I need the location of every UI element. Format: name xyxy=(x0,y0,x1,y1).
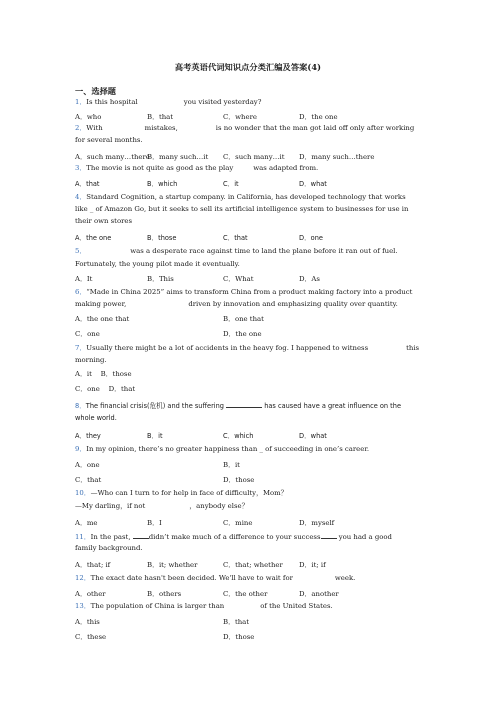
option-c[interactable]: C．it xyxy=(223,180,239,188)
question-number: 8． xyxy=(75,402,86,410)
question-1: 1．Is this hospital you visited yesterday? xyxy=(75,98,262,106)
question-10: 10．—Who can I turn to for help in face of difficulty，Mom？ xyxy=(75,489,288,497)
question-6-options-row1 xyxy=(75,313,435,322)
question-13: 13．The population of China is larger than of the United States. xyxy=(75,602,333,610)
answer-blank xyxy=(321,531,337,539)
option-a[interactable]: A．It xyxy=(75,275,93,283)
option-d[interactable]: D．myself xyxy=(299,519,335,527)
question-12: 12．The exact date hasn't been decided. We'll have to wait for week. xyxy=(75,574,356,582)
question-10-cont: —My darling，if not ，anybody else？ xyxy=(75,502,249,510)
option-b[interactable]: B．I xyxy=(147,519,162,527)
question-10-options xyxy=(75,517,435,526)
question-11: 11．In the past, didn’t make much of a difference to your success you had a good xyxy=(75,533,392,541)
option-d[interactable]: D．what xyxy=(299,432,327,440)
option-b[interactable]: B．others xyxy=(147,590,182,598)
question-4: 4．Standard Cognition, a startup company. in California, has developed technology that works xyxy=(75,193,406,201)
option-a[interactable]: A．who xyxy=(75,113,102,121)
question-5: 5． was a desperate race against time to land the plane before it ran out of fuel. xyxy=(75,247,398,255)
question-13-options-row2 xyxy=(75,631,435,640)
question-number: 3． xyxy=(75,164,87,172)
question-number: 1． xyxy=(75,98,87,106)
question-7-options-row2[interactable]: C．one D．that xyxy=(75,385,136,393)
option-a[interactable]: A．that; if xyxy=(75,561,111,569)
option-d[interactable]: D．those xyxy=(223,633,255,641)
question-number: 13． xyxy=(75,602,91,610)
question-9-options-row2 xyxy=(75,474,435,483)
question-number: 2． xyxy=(75,124,87,132)
option-d[interactable]: D．many such…there xyxy=(299,153,375,161)
question-3: 3．The movie is not quite as good as the play was adapted from. xyxy=(75,164,319,172)
question-3-options xyxy=(75,178,435,187)
question-number: 7． xyxy=(75,344,87,352)
question-5-options xyxy=(75,273,435,282)
option-d[interactable]: D．As xyxy=(299,275,320,283)
question-12-options xyxy=(75,588,435,597)
option-d[interactable]: D．it; if xyxy=(299,561,326,569)
question-number: 11． xyxy=(75,533,91,541)
question-2-options xyxy=(75,151,435,160)
question-5-cont: Fortunately, the young pilot made it eventually. xyxy=(75,260,240,268)
option-c[interactable]: C．mine xyxy=(223,519,253,527)
option-b[interactable]: B．many such…it xyxy=(147,153,209,161)
question-8-options xyxy=(75,430,435,439)
option-d[interactable]: D．one xyxy=(299,234,323,242)
option-c[interactable]: C．these xyxy=(75,633,107,641)
question-2-cont: for several months. xyxy=(75,136,143,144)
section-heading: 一、选择题 xyxy=(75,86,116,96)
question-6-options-row2 xyxy=(75,328,435,337)
question-7-options-row1[interactable]: A．it B．those xyxy=(75,370,132,378)
option-d[interactable]: D．another xyxy=(299,590,339,598)
option-d[interactable]: D．the one xyxy=(299,113,338,121)
question-1-options xyxy=(75,111,435,120)
question-11-cont: family background. xyxy=(75,544,143,552)
option-a[interactable]: A．other xyxy=(75,590,106,598)
option-b[interactable]: B．which xyxy=(147,180,178,188)
question-number: 4． xyxy=(75,193,87,201)
option-b[interactable]: B．one that xyxy=(223,315,264,323)
option-a[interactable]: A．this xyxy=(75,618,100,626)
option-a[interactable]: A．the one xyxy=(75,234,112,242)
option-d[interactable]: D．the one xyxy=(223,330,262,338)
question-4-options xyxy=(75,232,435,241)
option-b[interactable]: B．This xyxy=(147,275,174,283)
question-13-options-row1 xyxy=(75,616,435,625)
question-6-cont: making power, driven by innovation and emphasizing quality over quantity. xyxy=(75,300,398,308)
option-c[interactable]: C．such many…it xyxy=(223,153,285,161)
question-number: 6． xyxy=(75,288,87,296)
option-d[interactable]: D．those xyxy=(223,476,255,484)
question-4-cont: their own stores xyxy=(75,217,133,225)
option-d[interactable]: D．what xyxy=(299,180,327,188)
option-b[interactable]: B．it; whether xyxy=(147,561,198,569)
option-c[interactable]: C．that; whether xyxy=(223,561,283,569)
option-c[interactable]: C．that xyxy=(223,234,248,242)
answer-blank xyxy=(226,400,262,408)
question-7: 7．Usually there might be a lot of accidents in the heavy fog. I happened to witness this xyxy=(75,344,420,352)
option-c[interactable]: C．where xyxy=(223,113,257,121)
option-c[interactable]: C．one xyxy=(75,330,100,338)
question-7-cont: morning. xyxy=(75,356,107,364)
option-c[interactable]: C．the other xyxy=(223,590,268,598)
option-a[interactable]: A．that xyxy=(75,180,100,188)
question-8-cont: whole world. xyxy=(75,414,117,422)
answer-blank xyxy=(133,531,149,539)
option-a[interactable]: A．they xyxy=(75,432,101,440)
question-number: 12． xyxy=(75,574,91,582)
question-number: 10． xyxy=(75,489,91,497)
option-b[interactable]: B．it xyxy=(147,432,163,440)
option-b[interactable]: B．those xyxy=(147,234,177,242)
option-c[interactable]: C．that xyxy=(75,476,102,484)
option-a[interactable]: A．me xyxy=(75,519,98,527)
option-a[interactable]: A．the one that xyxy=(75,315,130,323)
option-c[interactable]: C．What xyxy=(223,275,254,283)
option-b[interactable]: B．it xyxy=(223,461,240,469)
option-c[interactable]: C．which xyxy=(223,432,254,440)
question-2: 2．With mistakes, is no wonder that the man got laid off only after working xyxy=(75,124,415,132)
question-8: 8．The financial crisis(危机) and the suffering has caused have a great influence on the xyxy=(75,402,402,410)
option-a[interactable]: A．one xyxy=(75,461,100,469)
question-number: 9． xyxy=(75,445,87,453)
question-number: 5． xyxy=(75,247,87,255)
document-title: 高考英语代词知识点分类汇编及答案(4) xyxy=(174,62,322,72)
option-a[interactable]: A．such many…there xyxy=(75,153,150,161)
question-11-options xyxy=(75,559,435,568)
option-b[interactable]: B．that xyxy=(223,618,250,626)
question-4-cont: like _ of Amazon Go, but it seeks to sell its artificial intelligence system to businesses for use in xyxy=(75,205,409,213)
option-b[interactable]: B．that xyxy=(147,113,174,121)
question-6: 6．“Made in China 2025” aims to transform China from a product making factory into a product xyxy=(75,288,413,296)
question-9-options-row1 xyxy=(75,459,435,468)
question-9: 9．In my opinion, there’s no greater happiness than _ of succeeding in one’s career. xyxy=(75,445,370,453)
